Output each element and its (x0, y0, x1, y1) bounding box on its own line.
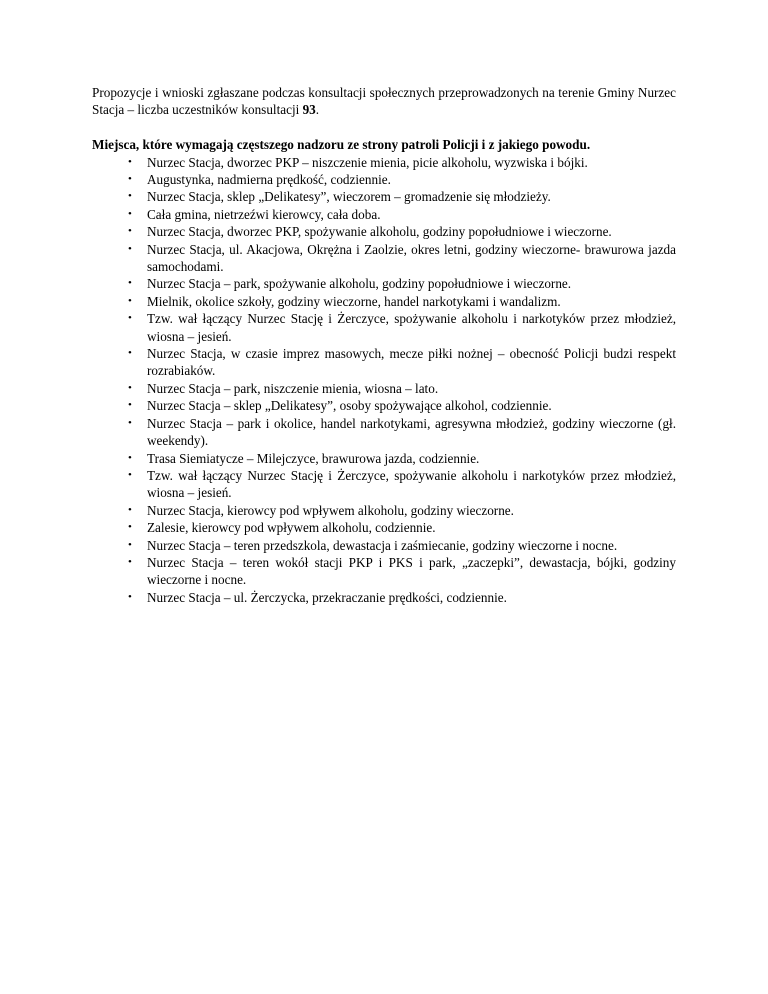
list-item-text: Nurzec Stacja, ul. Akacjowa, Okrężna i Zaolzie, okres letni, godziny wieczorne- brawurowa jazda samochodami. (147, 241, 676, 275)
participants-count: 93 (302, 102, 316, 118)
bullet-icon: • (128, 294, 132, 307)
bullet-icon: • (128, 225, 132, 238)
list-item (92, 310, 676, 345)
bullet-icon: • (128, 451, 132, 464)
list-item-text: Nurzec Stacja – park, spożywanie alkoholu, godziny popołudniowe i wieczorne. (147, 276, 572, 292)
bullet-icon: • (128, 503, 132, 516)
list-item (92, 171, 676, 188)
list-item (92, 450, 676, 467)
bullet-icon: • (128, 277, 132, 290)
list-item-text: Zalesie, kierowcy pod wpływem alkoholu, codziennie. (147, 520, 436, 536)
list-item-text: Nurzec Stacja, w czasie imprez masowych, mecze piłki nożnej – obecność Policji budzi respekt rozrabiaków. (147, 346, 676, 379)
list-item-text: Nurzec Stacja, sklep „Delikatesy”, wieczorem – gromadzenie się młodzieży. (147, 189, 551, 205)
list-item (92, 397, 676, 414)
bullet-icon: • (128, 155, 132, 168)
list-item-text: Nurzec Stacja – teren wokół stacji PKP i PKS i park, „zaczepki”, dewastacja, bójki, godziny wieczorne i nocne. (147, 554, 676, 588)
list-item (92, 554, 676, 589)
list-item (92, 589, 676, 606)
list-item (92, 223, 676, 240)
bullet-icon: • (128, 399, 132, 412)
bullet-icon: • (128, 190, 132, 203)
list-item (92, 537, 676, 554)
intro-end: . (315, 102, 320, 118)
list-item-text: Tzw. wał łączący Nurzec Stację i Żerczyce, spożywanie alkoholu i narkotyków przez młodzież, wiosna – jesień. (147, 467, 676, 501)
list-item-text: Nurzec Stacja – park, niszczenie mienia, wiosna – lato. (147, 380, 439, 396)
list-item-text: Tzw. wał łączący Nurzec Stację i Żerczyce, spożywanie alkoholu i narkotyków przez młodzież, wiosna – jesień. (147, 311, 676, 344)
list-item (92, 206, 676, 223)
list-item (92, 345, 676, 380)
list-item-text: Nurzec Stacja – teren przedszkola, dewastacja i zaśmiecanie, godziny wieczorne i nocne. (147, 537, 618, 553)
list-item-text: Mielnik, okolice szkoły, godziny wieczorne, handel narkotykami i wandalizm. (147, 293, 561, 309)
list-item-text: Cała gmina, nietrzeźwi kierowcy, cała doba. (147, 206, 381, 222)
intro-text: Propozycje i wnioski zgłaszane podczas konsultacji społecznych przeprowadzonych na terenie Gminy Nurzec Stacja – liczba uczestników konsultacji (92, 85, 676, 118)
bullet-icon: • (128, 521, 132, 534)
list-item (92, 293, 676, 310)
bullet-icon: • (128, 173, 132, 186)
list-item-text: Nurzec Stacja – ul. Żerczycka, przekraczanie prędkości, codziennie. (147, 589, 507, 605)
bullet-icon: • (128, 590, 132, 603)
list-item (92, 188, 676, 205)
list-item (92, 467, 676, 502)
bullet-icon: • (128, 347, 132, 360)
bullet-icon: • (128, 207, 132, 220)
bullet-icon: • (128, 538, 132, 551)
bullet-icon: • (128, 416, 132, 429)
list-item (92, 154, 676, 171)
intro-paragraph (92, 84, 676, 119)
list-item (92, 415, 676, 450)
bullet-icon: • (128, 555, 132, 568)
list-item-text: Nurzec Stacja – park i okolice, handel narkotykami, agresywna młodzież, godziny wieczorne (gł. weekendy). (147, 415, 676, 449)
document-page (92, 84, 676, 606)
list-item-text: Nurzec Stacja, dworzec PKP, spożywanie alkoholu, godziny popołudniowe i wieczorne. (147, 224, 612, 240)
bullet-icon: • (128, 242, 132, 255)
list-item (92, 519, 676, 536)
locations-list (92, 154, 676, 607)
list-item (92, 502, 676, 519)
bullet-icon: • (128, 381, 132, 394)
list-item-text: Nurzec Stacja, dworzec PKP – niszczenie mienia, picie alkoholu, wyzwiska i bójki. (147, 154, 588, 170)
list-item-text: Trasa Siemiatycze – Milejczyce, brawurowa jazda, codziennie. (147, 450, 480, 466)
bullet-icon: • (128, 312, 132, 325)
bullet-icon: • (128, 468, 132, 481)
list-item-text: Augustynka, nadmierna prędkość, codziennie. (147, 172, 391, 188)
list-item (92, 275, 676, 292)
section-heading: Miejsca, które wymagają częstszego nadzoru ze strony patroli Policji i z jakiego powodu. (92, 137, 591, 153)
list-item (92, 380, 676, 397)
list-item-text: Nurzec Stacja – sklep „Delikatesy”, osoby spożywające alkohol, codziennie. (147, 398, 552, 414)
list-item (92, 241, 676, 276)
list-item-text: Nurzec Stacja, kierowcy pod wpływem alkoholu, godziny wieczorne. (147, 502, 514, 518)
